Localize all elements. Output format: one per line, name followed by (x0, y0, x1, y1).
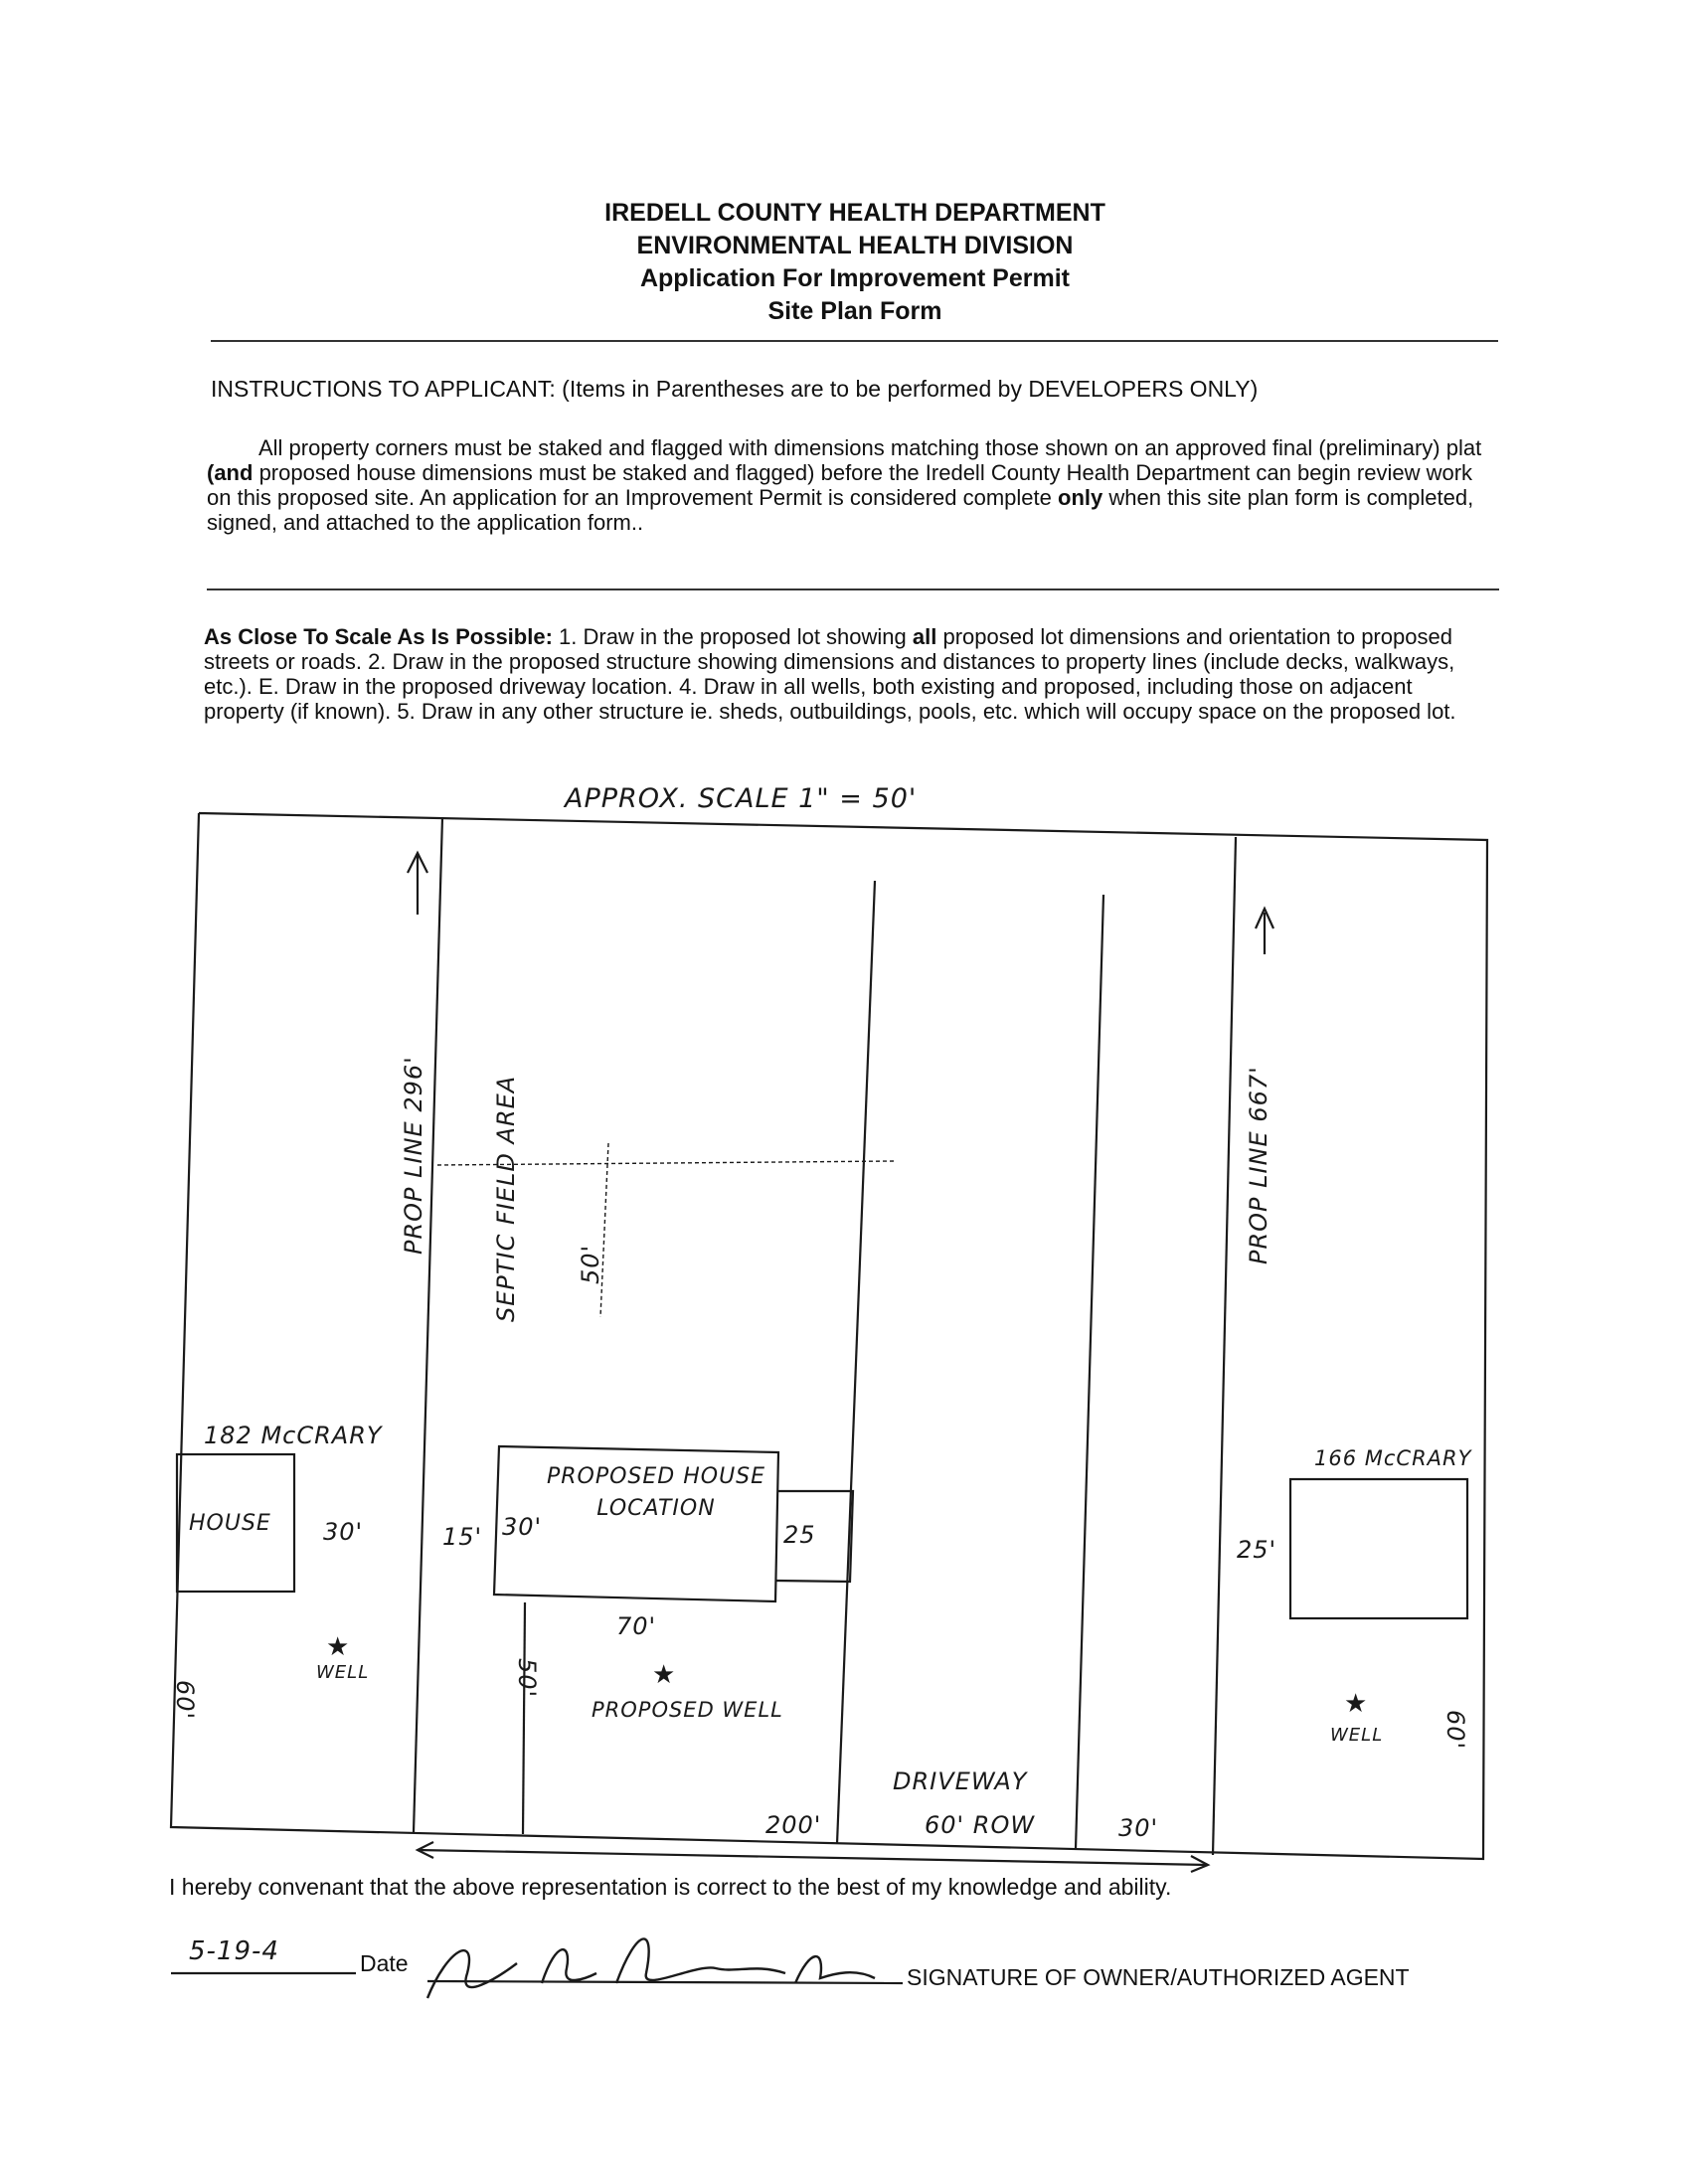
instructions-and: (and (207, 460, 254, 485)
instructions-text-1: All property corners must be staked and flagged with dimensions matching those shown on an approved final (preliminary) plat (258, 435, 1482, 460)
right-setback-25: 25' (1237, 1536, 1277, 1564)
scale-instructions-text-2: proposed lot dimensions and orientation to proposed streets or roads. 2. Draw in the proposed structure showing dimensions and distances to property lines (include decks, walkways, etc.). E. Draw in the proposed driveway location. 4. Draw in all wells, both existing and proposed, including those on adjacent property (if known). 5. Draw in any other structure ie. sheds, outbuildings, pools, etc. which will occupy space on the proposed lot. (204, 624, 1456, 724)
certification-statement: I hereby convenant that the above representation is correct to the best of my knowledge and ability. (169, 1874, 1172, 1900)
left-house-30: 30' (323, 1518, 364, 1546)
right-well-star: ★ (1344, 1689, 1368, 1719)
septic-field-dimension: 50' (577, 1244, 604, 1284)
proposed-house-30: 30' (502, 1513, 543, 1541)
driveway-label: DRIVEWAY (893, 1767, 1028, 1795)
right-neighbor-house (1290, 1479, 1467, 1618)
bottom-dim-line (418, 1850, 1208, 1865)
right-well-label: WELL (1330, 1725, 1384, 1746)
left-property-line (414, 817, 442, 1832)
proposed-well-label: PROPOSED WELL (592, 1698, 783, 1722)
right-property-line (1213, 837, 1236, 1855)
header-division: ENVIRONMENTAL HEALTH DIVISION (636, 232, 1074, 259)
left-well-label: WELL (316, 1662, 370, 1683)
signature-label: SIGNATURE OF OWNER/AUTHORIZED AGENT (907, 1964, 1410, 1990)
bottom-200-dimension: 200' (765, 1811, 822, 1839)
driveway-line-right (1076, 895, 1103, 1849)
signature-underline (427, 1981, 903, 1983)
sketch-outer-boundary (171, 813, 1487, 1859)
bottom-30-dimension: 30' (1118, 1814, 1159, 1842)
header-application: Application For Improvement Permit (639, 264, 1070, 292)
date-label: Date (360, 1950, 409, 1976)
instructions-only: only (1058, 485, 1103, 510)
house-50-dim-line (523, 1602, 525, 1834)
proposed-house-label: PROPOSED HOUSE LOCATION (546, 1464, 766, 1521)
left-house-label: HOUSE (189, 1511, 271, 1536)
left-well-60: 60' (171, 1680, 199, 1721)
left-neighbor-address: 182 McCRARY (204, 1422, 383, 1449)
instructions-text-3: when this site plan form is completed, signed, and attached to the application form.. (207, 485, 1474, 535)
right-prop-line-label: PROP LINE 667' (1245, 1066, 1272, 1264)
proposed-house-25: 25 (783, 1521, 816, 1549)
proposed-well-star: ★ (652, 1660, 676, 1690)
right-well-60: 60' (1441, 1710, 1469, 1751)
scale-note: APPROX. SCALE 1" = 50' (565, 783, 918, 814)
scale-instructions-text-1: 1. Draw in the proposed lot showing (552, 624, 913, 649)
driveway-row: 60' ROW (925, 1811, 1036, 1839)
instructions-text-2: proposed house dimensions must be staked and flagged) before the Iredell County Health Department can begin review work on this proposed site. An application for an Improvement Permit is considered complete (207, 460, 1473, 510)
left-prop-line-label: PROP LINE 296' (400, 1056, 427, 1255)
header-form-title: Site Plan Form (767, 297, 942, 325)
date-value: 5-19-4 (189, 1936, 279, 1966)
left-well-star: ★ (326, 1632, 350, 1662)
right-neighbor-address: 166 McCRARY (1314, 1446, 1472, 1470)
driveway-line-left (837, 881, 875, 1844)
header-department: IREDELL COUNTY HEALTH DEPARTMENT (604, 199, 1105, 227)
proposed-house-50: 50' (513, 1658, 541, 1699)
signature-scribble (427, 1938, 875, 1998)
scale-instructions-all: all (912, 624, 937, 649)
instructions-title: INSTRUCTIONS TO APPLICANT: (Items in Parentheses are to be performed by DEVELOPERS ONLY) (211, 376, 1259, 402)
scale-instructions-lead: As Close To Scale As Is Possible: (204, 624, 553, 649)
septic-field-vertical (600, 1143, 608, 1317)
septic-field-label: SEPTIC FIELD AREA (492, 1075, 520, 1322)
left-setback-15: 15' (442, 1523, 483, 1551)
proposed-house-70: 70' (616, 1612, 657, 1640)
